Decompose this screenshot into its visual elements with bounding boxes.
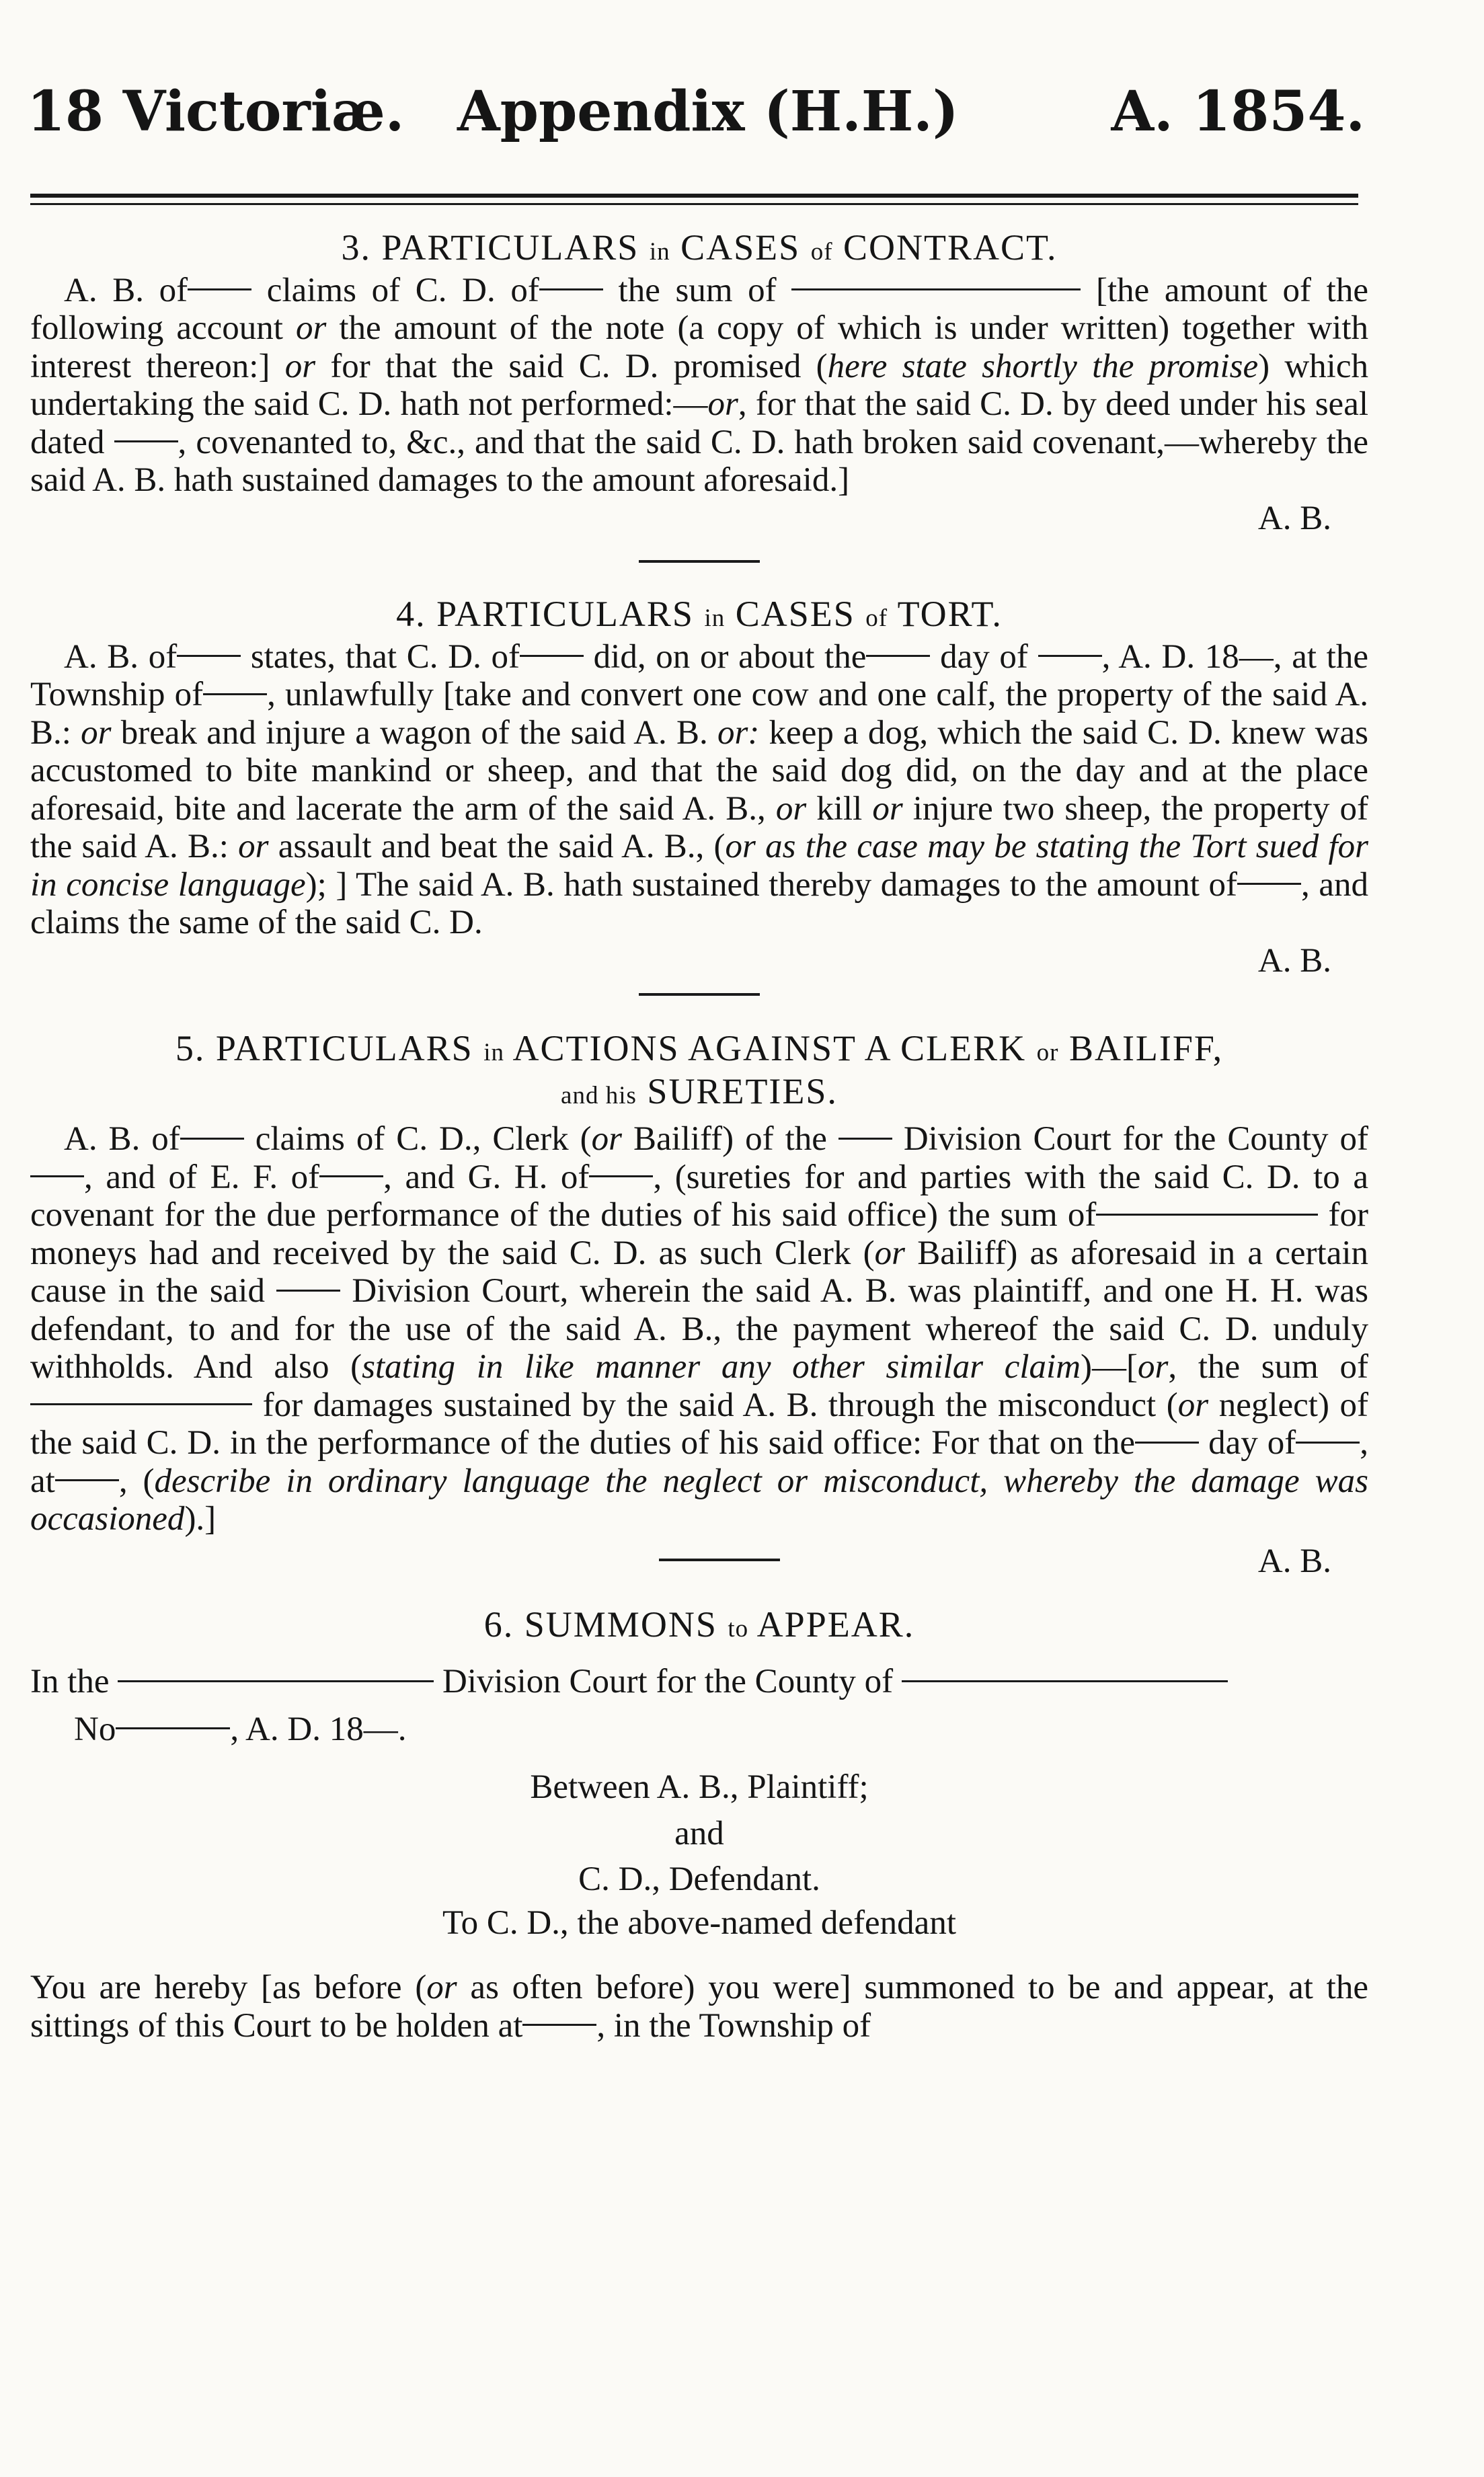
section-3-signature: A. B. [1257,499,1331,537]
blank-line [902,1680,1228,1682]
blank-line [539,288,603,290]
parties-plaintiff: Between A. B., Plaintiff; [530,1768,869,1806]
section-5-footer [30,1538,1368,1579]
section-5-text: A. B. of claims of C. D., Clerk (or Bailiff) of the Division Court for the County of, and of E. F. of , and G. H. of , (sureties for and parties with the said C. D. to a covenant for the due performance of the duties of his said office) the sum of for moneys had and received by the said C. D. as such Clerk (or Bailiff) as aforesaid in a certain cause in the said Division Court, wherein the said A. B. was plaintiff, and one H. H. was defendant, to and for the use of the said A. B., the payment whereof the said C. D. unduly withholds. And also (stating in like manner any other similar claim)—[or, the sum of for damages sustained by the said A. B. through the misconduct (or neglect) of the said C. D. in the performance of the duties of his said office: For that on the day of , at , (describe in ordinary language the neglect or misconduct, whereby the damage was occasioned).] [30,1120,1369,1538]
blank-line [589,1175,653,1177]
section-6-heading: 6. SUMMONS to APPEAR. [483,1604,915,1645]
blank-line [118,1680,434,1682]
section-3-heading: 3. PARTICULARS in CASES of CONTRACT. [341,227,1058,268]
blank-line [30,1403,252,1405]
summons-number-line: No , A. D. 18—. [74,1710,407,1748]
blank-line [1096,1214,1318,1216]
header-rule-thick [30,194,1358,198]
running-head [27,79,1365,153]
blank-line [1237,883,1301,885]
section-4-heading: 4. PARTICULARS in CASES of TORT. [396,594,1003,634]
blank-line [203,693,267,695]
blank-line [838,1138,892,1140]
appendix-label: Appendix (H.H.) [457,79,959,144]
blank-line [1038,655,1102,657]
blank-line [520,655,584,657]
blank-line [866,655,930,657]
section-divider [659,1559,780,1561]
blank-line [791,288,1081,290]
blank-line [188,288,251,290]
summons-court-line: In the Division Court for the County of [30,1663,1368,1701]
blank-line [276,1290,340,1292]
summons-addressee: To C. D., the above-named defendant [442,1903,956,1942]
blank-line [114,440,178,442]
section-5-signature: A. B. [1257,1542,1331,1580]
section-5-heading: 5. PARTICULARS in ACTIONS AGAINST A CLERK or BAILIFF, [175,1028,1224,1068]
section-3-text: A. B. of claims of C. D. of the sum of [the amount of the following account or the amount of the note (a copy of which is under written) together with interest thereon:] or for that the said C. D. promised (here state shortly the promise) which undertaking the said C. D. hath not performed:—or, for that the said C. D. by deed under his seal dated , covenanted to, &c., and that the said C. D. hath broken said covenant,—whereby the said A. B. hath sustained damages to the amount aforesaid.] [30,271,1369,499]
section-4-text: A. B. of states, that C. D. of did, on or about the day of , A. D. 18—, at the Township of , unlawfully [take and convert one cow and one calf, the property of the said A. B.: or break and injure a wagon of the said A. B. or: keep a dog, which the said C. D. knew was accustomed to bite mankind or sheep, and that the said dog did, on the day and at the place aforesaid, bite and lacerate the arm of the said A. B., or kill or injure two sheep, the property of the said A. B.: or assault and beat the said A. B., (or as the case may be stating the Tort sued for in concise language); ] The said A. B. hath sustained thereby damages to the amount of , and claims the same of the said C. D. [30,637,1369,941]
parties-and: and [674,1814,724,1852]
header-rule-thin [30,203,1358,205]
document-body [30,229,1368,2045]
blank-line [30,1175,84,1177]
section-5-heading-line2: and his SURETIES. [561,1070,838,1111]
blank-line [319,1175,383,1177]
blank-line [177,655,241,657]
blank-line [1296,1442,1360,1444]
year-label: A. 1854. [1111,79,1365,144]
blank-line [55,1479,119,1481]
blank-line [180,1138,244,1140]
blank-line [522,2024,596,2026]
blank-line [1135,1442,1199,1444]
section-4-signature: A. B. [1257,941,1331,980]
session-label: 18 Victoriæ. [27,79,405,144]
blank-line [116,1727,230,1729]
parties-defendant: C. D., Defendant. [578,1860,820,1898]
summons-text: You are hereby [as before (or as often before) you were] summoned to be and appear, at the sittings of this Court to be holden at , in the Township of [30,1969,1368,2045]
